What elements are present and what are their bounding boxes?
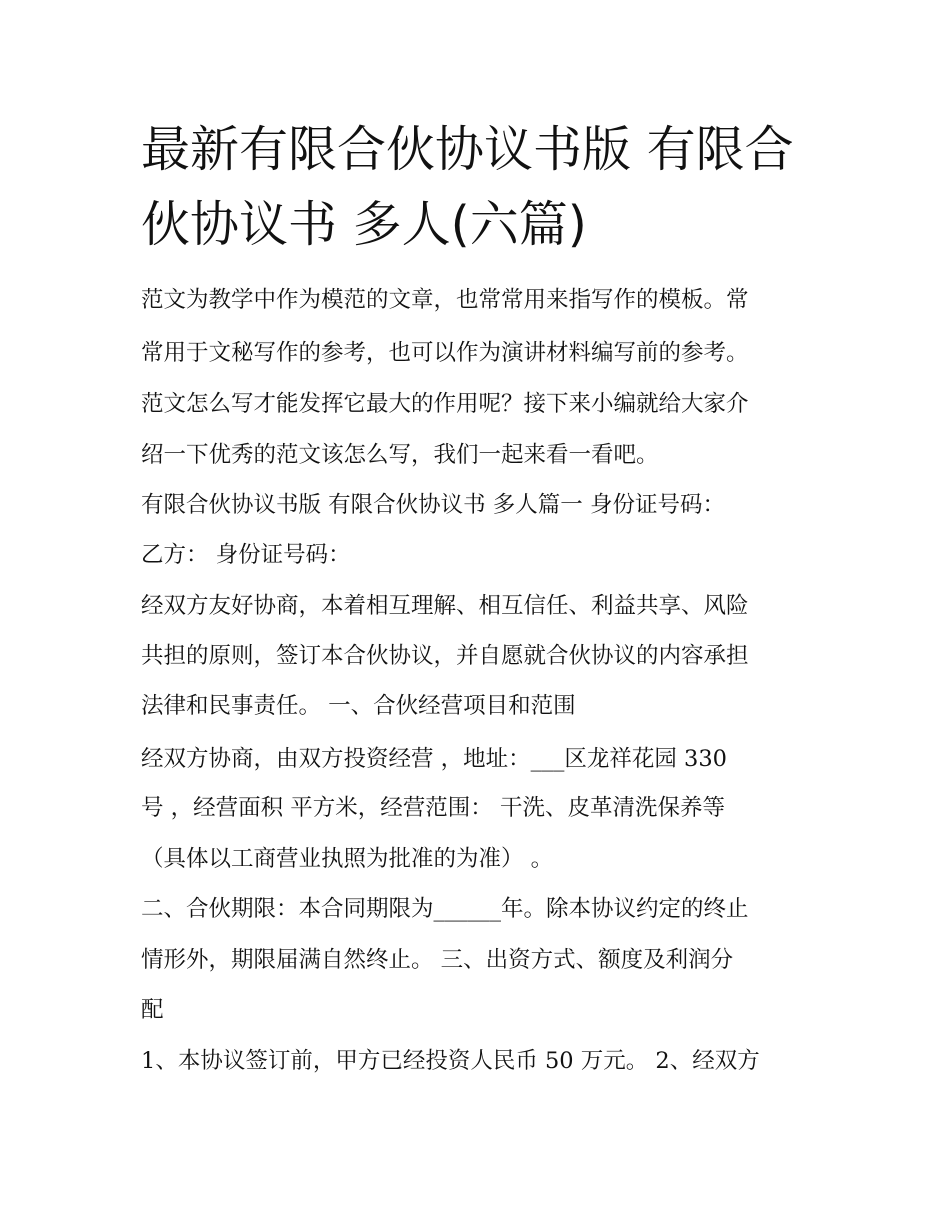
title-line: 最新有限合伙协议书版 有限合 <box>141 121 794 178</box>
body-line: 共担的原则，签订本合伙协议，并自愿就合伙协议的内容承担 <box>141 643 749 669</box>
body-line: 经双方协商，由双方投资经营 ，地址：___区龙祥花园 330 <box>141 746 728 772</box>
body-line: 1、本协议签订前，甲方已经投资人民币 50 万元。 2、经双方 <box>141 1048 760 1074</box>
body-line: 范文怎么写才能发挥它最大的作用呢？接下来小编就给大家介 <box>141 391 749 417</box>
body-line: 乙方： 身份证号码： <box>141 542 351 568</box>
body-line: 法律和民事责任。 一、合伙经营项目和范围 <box>141 693 576 719</box>
body-line: 范文为教学中作为模范的文章，也常常用来指写作的模板。常 <box>141 287 749 313</box>
body-line: 二、合伙期限：本合同期限为______年。除本协议约定的终止 <box>141 896 749 922</box>
body-line: （具体以工商营业执照为批准的为准） 。 <box>141 846 554 872</box>
body-line: 有限合伙协议书版 有限合伙协议书 多人篇一 身份证号码： <box>141 492 725 518</box>
body-line: 配 <box>141 997 164 1023</box>
body-line: 经双方友好协商，本着相互理解、相互信任、利益共享、风险 <box>141 593 749 619</box>
body-line: 常用于文秘写作的参考，也可以作为演讲材料编写前的参考。 <box>141 340 749 366</box>
body-line: 号 ，经营面积 平方米，经营范围： 干洗、皮革清洗保养等 <box>141 795 725 821</box>
body-line: 绍一下优秀的范文该怎么写，我们一起来看一看吧。 <box>141 442 659 468</box>
document-title <box>141 112 841 262</box>
body-line: 情形外，期限届满自然终止。 三、出资方式、额度及利润分 <box>141 947 734 973</box>
title-line: 伙协议书 多人(六篇) <box>141 196 587 253</box>
